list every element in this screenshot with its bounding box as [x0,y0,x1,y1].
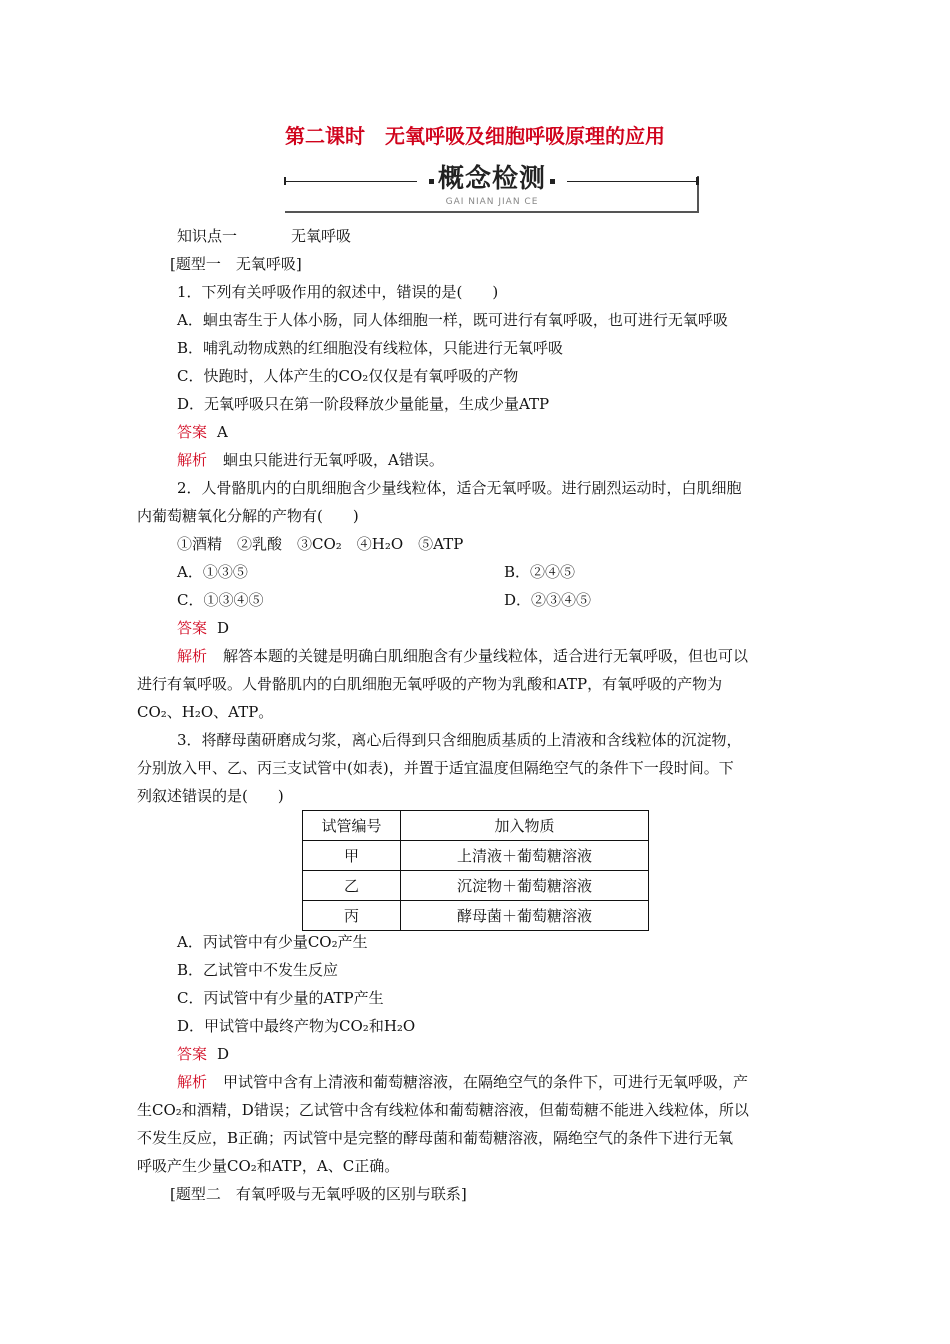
table-header-cell: 加入物质 [401,811,649,841]
q3-stem-line3: 列叙述错误的是( ) [137,787,284,805]
q1-option-c: C．快跑时，人体产生的CO₂仅仅是有氧呼吸的产物 [177,367,519,385]
q3-analysis-line1 [177,1072,748,1092]
section-heading-1: [题型一 无氧呼吸] [170,255,302,273]
table-cell: 上清液＋葡萄糖溶液 [401,841,649,871]
q1-stem: 1．下列有关呼吸作用的叙述中，错误的是( ) [177,283,499,301]
q3-stem-line1: 3．将酵母菌研磨成匀浆，离心后得到只含细胞质基质的上清液和含线粒体的沉淀物， [177,731,742,749]
q3-analysis-line4: 呼吸产生少量CO₂和ATP，A、C正确。 [137,1157,400,1175]
q3-table [302,810,649,931]
table-cell: 丙 [303,901,401,931]
q3-option-d: D．甲试管中最终产物为CO₂和H₂O [177,1017,416,1035]
table-row [303,841,649,871]
knowledge-point-name: 无氧呼吸 [291,227,352,245]
q3-stem-line2: 分别放入甲、乙、丙三支试管中(如表)，并置于适宜温度但隔绝空气的条件下一段时间。下 [137,759,734,777]
analysis-label: 解析 [177,451,208,469]
q2-analysis-line2: 进行有氧呼吸。人骨骼肌内的白肌细胞无氧呼吸的产物为乳酸和ATP，有氧呼吸的产物为 [137,675,723,693]
q1-option-b: B．哺乳动物成熟的红细胞没有线粒体，只能进行无氧呼吸 [177,339,564,357]
table-cell: 甲 [303,841,401,871]
analysis-label: 解析 [177,1073,208,1091]
banner-square-left-icon [429,179,434,184]
section-heading-2: [题型二 有氧呼吸与无氧呼吸的区别与联系] [170,1185,467,1203]
table-header-cell: 试管编号 [303,811,401,841]
q2-stem-line2: 内葡萄糖氧化分解的产物有( ) [137,507,359,525]
page-title: 第二课时 无氧呼吸及细胞呼吸原理的应用 [285,124,665,148]
q3-option-c: C．丙试管中有少量的ATP产生 [177,989,384,1007]
table-cell: 沉淀物＋葡萄糖溶液 [401,871,649,901]
table-cell: 乙 [303,871,401,901]
q2-option-d: D．②③④⑤ [504,591,592,609]
q3-analysis-line3: 不发生反应，B正确；丙试管中是完整的酵母菌和葡萄糖溶液，隔绝空气的条件下进行无氧 [137,1129,734,1147]
q2-items: ①酒精 ②乳酸 ③CO₂ ④H₂O ⑤ATP [177,535,464,553]
q1-analysis [177,450,444,470]
answer-label: 答案 [177,423,208,441]
section-banner [285,164,699,213]
q3-answer-value: D [217,1045,230,1063]
q2-answer-value: D [217,619,230,637]
q1-analysis-text: 蛔虫只能进行无氧呼吸，A错误。 [223,451,444,469]
answer-label: 答案 [177,1045,208,1063]
answer-label: 答案 [177,619,208,637]
knowledge-point-label: 知识点一 [177,227,238,245]
q3-analysis-text-1: 甲试管中含有上清液和葡萄糖溶液，在隔绝空气的条件下，可进行无氧呼吸，产 [223,1073,749,1091]
q2-option-b: B．②④⑤ [504,563,576,581]
q2-option-a: A．①③⑤ [177,563,248,581]
banner-title: 概念检测 [437,164,546,194]
q2-answer [177,618,229,638]
analysis-label: 解析 [177,647,208,665]
q2-analysis-line1 [177,646,748,666]
table-cell: 酵母菌＋葡萄糖溶液 [401,901,649,931]
q3-answer [177,1044,229,1064]
banner-subtitle: GAI NIAN JIAN CE [445,197,539,207]
q2-stem-line1: 2．人骨骼肌内的白肌细胞含少量线粒体，适合无氧呼吸。进行剧烈运动时，白肌细胞 [177,479,742,497]
q1-answer [177,422,228,442]
q1-option-a: A．蛔虫寄生于人体小肠，同人体细胞一样，既可进行有氧呼吸，也可进行无氧呼吸 [177,311,728,329]
q2-analysis-text-1: 解答本题的关键是明确白肌细胞含有少量线粒体，适合进行无氧呼吸，但也可以 [223,647,749,665]
banner-tick-right [696,177,699,185]
table-row [303,901,649,931]
table-header-row [303,811,649,841]
banner-square-right-icon [550,179,555,184]
q2-analysis-line3: CO₂、H₂O、ATP。 [137,703,274,721]
q2-option-c: C．①③④⑤ [177,591,264,609]
q3-analysis-line2: 生CO₂和酒精，D错误；乙试管中含有线粒体和葡萄糖溶液，但葡萄糖不能进入线粒体，所以 [137,1101,749,1119]
q3-option-b: B．乙试管中不发生反应 [177,961,339,979]
table-row [303,871,649,901]
q1-answer-value: A [217,423,228,441]
q3-option-a: A．丙试管中有少量CO₂产生 [177,933,368,951]
banner-tick-left [284,177,286,185]
q1-option-d: D．无氧呼吸只在第一阶段释放少量能量，生成少量ATP [177,395,550,413]
